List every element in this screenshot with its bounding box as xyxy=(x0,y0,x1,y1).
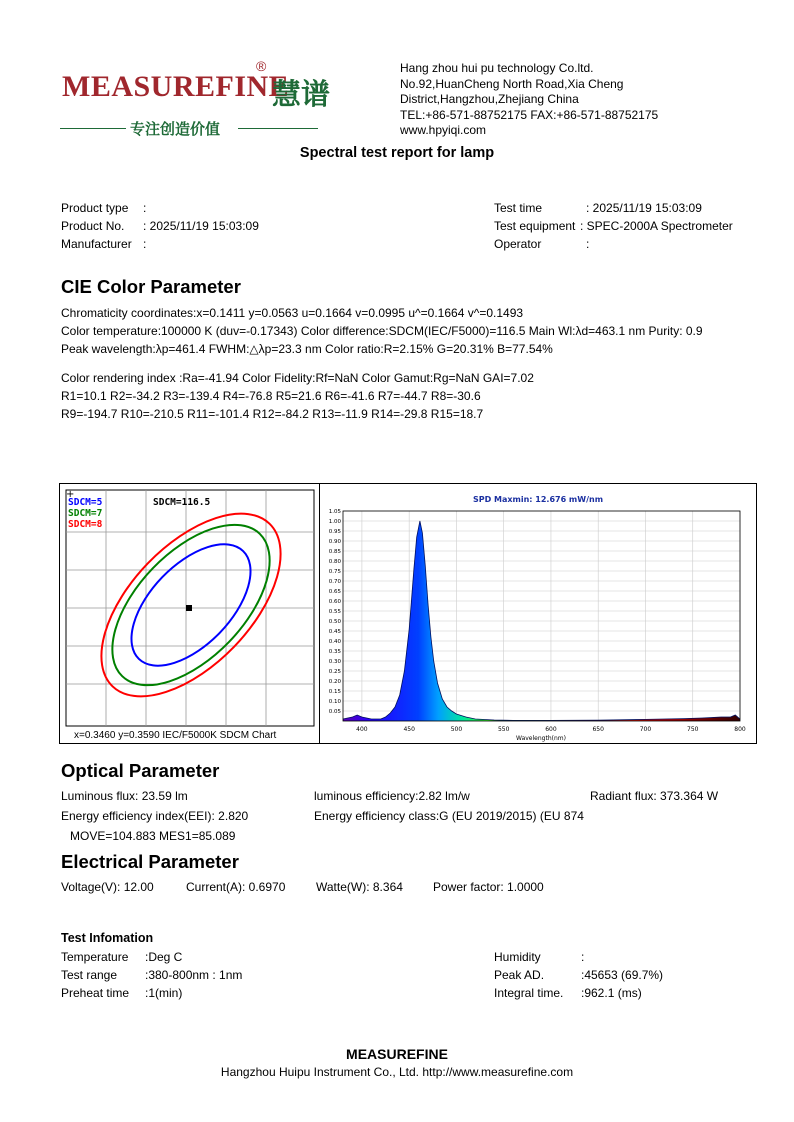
slogan-divider-left xyxy=(60,128,126,129)
product-no-value: : 2025/11/19 15:03:09 xyxy=(143,219,259,233)
sdcm-legend-8: SDCM=8 xyxy=(68,519,103,530)
test-equipment-label: Test equipment xyxy=(494,219,576,233)
spd-y-tick-label: 0.75 xyxy=(328,569,341,575)
test-time-label: Test time xyxy=(494,201,543,215)
registered-mark: ® xyxy=(256,58,267,74)
sdcm-chart-footer: x=0.3460 y=0.3590 IEC/F5000K SDCM Chart xyxy=(74,730,277,741)
product-no-label: Product No. xyxy=(61,219,125,233)
humidity-value: : xyxy=(581,950,585,964)
logo-chinese: 慧谱 xyxy=(272,77,331,111)
spd-x-tick-label: 700 xyxy=(639,726,652,733)
spd-y-tick-label: 0.35 xyxy=(328,649,341,655)
company-line: No.92,HuanCheng North Road,Xia Cheng xyxy=(400,76,624,91)
manufacturer-label: Manufacturer xyxy=(61,237,132,251)
footer-brand: MEASUREFINE xyxy=(346,1046,448,1062)
cie-line-cri: Color rendering index :Ra=-41.94 Color Fidelity:Rf=NaN Color Gamut:Rg=NaN GAI=7.02 xyxy=(61,371,534,385)
temperature-label: Temperature xyxy=(61,950,129,964)
sdcm-legend-5: SDCM=5 xyxy=(68,497,103,508)
integral-time-value: :962.1 (ms) xyxy=(581,986,642,1000)
spd-y-ticks xyxy=(329,509,342,715)
spd-y-tick-label: 0.65 xyxy=(328,589,341,595)
preheat-time-label: Preheat time xyxy=(61,986,130,1000)
sdcm-chart-svg xyxy=(60,484,319,743)
report-title: Spectral test report for lamp xyxy=(299,145,495,161)
test-range-label: Test range xyxy=(61,968,118,982)
spd-x-ticks xyxy=(356,726,746,733)
spd-x-tick-label: 650 xyxy=(592,726,604,733)
spd-y-tick-label: 0.85 xyxy=(328,549,341,555)
luminous-flux: Luminous flux: 23.59 lm xyxy=(61,789,188,803)
cie-line-chromaticity: Chromaticity coordinates:x=0.1411 y=0.0563 u=0.1664 v=0.0995 u^=0.1664 v^=0.1493 xyxy=(61,306,524,320)
energy-efficiency-index: Energy efficiency index(EEI): 2.820 xyxy=(61,809,249,823)
cie-line-r9-r15: R9=-194.7 R10=-210.5 R11=-101.4 R12=-84.2 R13=-11.9 R14=-29.8 R15=18.7 xyxy=(61,407,484,421)
humidity-label: Humidity xyxy=(494,950,541,964)
spd-x-tick-label: 800 xyxy=(734,726,746,733)
spd-y-tick-label: 0.60 xyxy=(328,599,341,605)
sdcm-legend-7: SDCM=7 xyxy=(68,508,103,519)
spd-y-tick-label: 0.25 xyxy=(328,669,341,675)
watt: Watte(W): 8.364 xyxy=(316,880,403,894)
spd-title: SPD Maxmin: 12.676 mW/nm xyxy=(472,495,604,504)
electrical-heading: Electrical Parameter xyxy=(61,851,239,872)
integral-time-label: Integral time. xyxy=(494,986,564,1000)
spd-chart-svg xyxy=(320,484,756,743)
preheat-time-value: :1(min) xyxy=(145,986,183,1000)
test-equipment-value: : SPEC-2000A Spectrometer xyxy=(580,219,733,233)
company-line: www.hpyiqi.com xyxy=(400,123,487,137)
optical-heading: Optical Parameter xyxy=(61,760,220,781)
spd-y-tick-label: 0.15 xyxy=(328,689,341,695)
product-type-value: : xyxy=(143,201,147,215)
company-line: TEL:+86-571-88752175 FAX:+86-571-88752175 xyxy=(400,107,659,122)
spd-x-tick-label: 750 xyxy=(687,726,699,733)
spd-y-tick-label: 0.55 xyxy=(328,609,341,615)
power-factor: Power factor: 1.0000 xyxy=(433,880,544,894)
spd-y-tick-label: 0.20 xyxy=(328,679,341,685)
peak-ad-value: :45653 (69.7%) xyxy=(581,968,664,982)
spd-y-tick-label: 0.10 xyxy=(328,699,341,705)
operator-value: : xyxy=(586,237,590,251)
sdcm-chart xyxy=(60,484,320,743)
spd-y-tick-label: 0.80 xyxy=(328,559,341,565)
spd-x-label: Wavelength(nm) xyxy=(516,735,566,742)
slogan-divider-right xyxy=(238,128,318,129)
company-address xyxy=(400,61,658,139)
spd-y-tick-label: 0.50 xyxy=(328,619,341,625)
spd-y-tick-label: 0.90 xyxy=(328,539,341,545)
spd-y-tick-label: 0.40 xyxy=(328,639,341,645)
energy-efficiency-class: Energy efficiency class:G (EU 2019/2015) (EU 874 xyxy=(314,809,584,823)
logo-text: MEASUREFINE xyxy=(62,70,290,103)
radiant-flux: Radiant flux: 373.364 W xyxy=(590,789,719,803)
spd-y-tick-label: 0.30 xyxy=(328,659,341,665)
spd-x-tick-label: 400 xyxy=(356,726,368,733)
spd-x-tick-label: 500 xyxy=(450,726,463,733)
spd-y-tick-label: 0.70 xyxy=(328,579,341,585)
test-range-value: :380-800nm : 1nm xyxy=(145,968,243,982)
spd-chart xyxy=(320,484,756,743)
slogan: 专注创造价值 xyxy=(130,120,221,138)
spd-y-tick-label: 0.45 xyxy=(328,629,341,635)
sdcm-center-point xyxy=(186,605,192,611)
sdcm-value-label: SDCM=116.5 xyxy=(153,497,211,508)
temperature-value: :Deg C xyxy=(145,950,183,964)
luminous-efficiency: luminous efficiency:2.82 lm/w xyxy=(314,789,470,803)
footer-company-line: Hangzhou Huipu Instrument Co., Ltd. http://www.measurefine.com xyxy=(220,1065,574,1079)
spd-x-tick-label: 550 xyxy=(497,726,510,733)
spd-y-tick-label: 0.05 xyxy=(328,709,341,715)
spd-y-tick-label: 1.00 xyxy=(328,519,341,525)
spd-x-tick-label: 450 xyxy=(403,726,415,733)
voltage: Voltage(V): 12.00 xyxy=(61,880,154,894)
spd-x-tick-label: 600 xyxy=(545,726,557,733)
spd-y-tick-label: 1.05 xyxy=(328,509,341,515)
spd-y-tick-label: 0.95 xyxy=(328,529,341,535)
current: Current(A): 0.6970 xyxy=(186,880,286,894)
crosshair-icon: + xyxy=(66,489,75,500)
company-line: Hang zhou hui pu technology Co.ltd. xyxy=(400,61,594,75)
test-time-value: : 2025/11/19 15:03:09 xyxy=(586,201,702,215)
cie-heading: CIE Color Parameter xyxy=(61,276,241,297)
peak-ad-label: Peak AD. xyxy=(494,968,545,982)
operator-label: Operator xyxy=(494,237,542,251)
cie-line-r1-r8: R1=10.1 R2=-34.2 R3=-139.4 R4=-76.8 R5=21.6 R6=-41.6 R7=-44.7 R8=-30.6 xyxy=(61,389,481,403)
charts-frame xyxy=(59,483,757,744)
cie-line-peak-wavelength: Peak wavelength:λp=461.4 FWHM:△λp=23.3 nm Color ratio:R=2.15% G=20.31% B=77.54% xyxy=(61,342,553,356)
cie-line-color-temperature: Color temperature:100000 K (duv=-0.17343) Color difference:SDCM(IEC/F5000)=116.5 Main Wl:λd=463.1 nm Purity: 0.9 xyxy=(61,324,703,338)
company-line: District,Hangzhou,Zhejiang China xyxy=(400,92,579,106)
manufacturer-value: : xyxy=(143,237,147,251)
move-mes: MOVE=104.883 MES1=85.089 xyxy=(70,829,236,843)
product-type-label: Product type xyxy=(61,201,129,215)
test-info-heading: Test Infomation xyxy=(61,931,154,945)
